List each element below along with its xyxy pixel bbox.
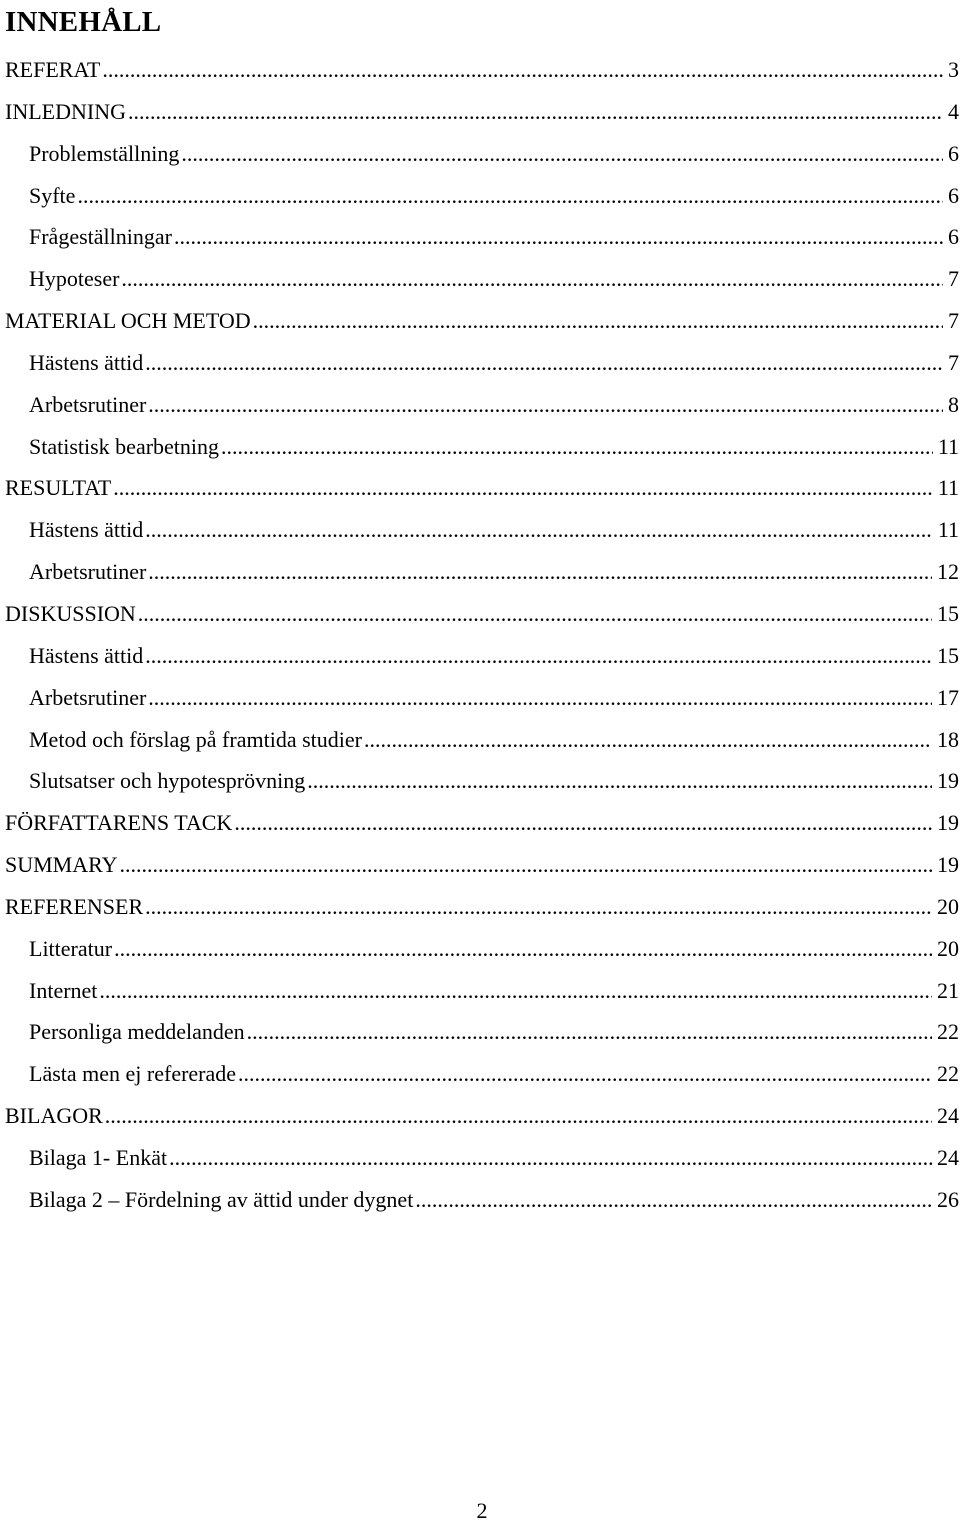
toc-entry[interactable] [0,1011,960,1053]
toc-dot-leader [100,49,943,91]
toc-entry[interactable] [0,802,960,844]
toc-entry-title: Metod och förslag på framtida studier [29,726,362,752]
toc-dot-leader [362,719,932,761]
toc-entry[interactable] [0,719,960,761]
toc-entry-title: Hästens ättid [29,517,144,543]
toc-entry[interactable] [0,760,960,802]
toc-entry-page: 15 [932,593,959,635]
toc-entry-page: 22 [932,1011,959,1053]
toc-entry-title: Arbetsrutiner [29,684,147,710]
toc-entry[interactable] [0,49,960,91]
toc-entry-title: Personliga meddelanden [29,1019,245,1045]
toc-entry[interactable] [0,91,960,133]
toc-dot-leader [245,1011,932,1053]
toc-dot-leader [236,1053,932,1095]
toc-dot-leader [136,593,932,635]
toc-entry[interactable] [0,886,960,928]
toc-dot-leader [413,1179,932,1221]
toc-entry[interactable] [0,384,960,426]
toc-entry[interactable] [0,342,960,384]
toc-entry-page: 17 [932,677,959,719]
toc-entry-title: Arbetsrutiner [29,559,147,585]
toc-dot-leader [126,91,943,133]
toc-entry-page: 15 [932,635,959,677]
toc-entry[interactable] [0,635,960,677]
page-number: 2 [476,1498,488,1523]
toc-dot-leader [143,635,932,677]
toc-entry-page: 3 [943,49,959,91]
toc-entry-title: BILAGOR [5,1103,103,1129]
toc-entry-page: 11 [933,467,959,509]
toc-entry-title: Lästa men ej refererade [29,1061,237,1087]
toc-entry-title: Bilaga 1- Enkät [29,1144,168,1170]
toc-dot-leader [305,760,932,802]
toc-entry-title: Problemställning [29,140,180,166]
toc-entry[interactable] [0,133,960,175]
toc-dot-leader [119,258,943,300]
toc-entry-page: 11 [933,509,959,551]
toc-entry-page: 20 [932,928,959,970]
toc-entry-title: RESULTAT [5,475,112,501]
toc-entry-page: 26 [932,1179,959,1221]
toc-entry[interactable] [0,1137,960,1179]
toc-entry[interactable] [0,300,960,342]
toc-entry-page: 8 [943,384,959,426]
toc-entry[interactable] [0,551,960,593]
toc-entry-page: 18 [932,719,959,761]
toc-entry[interactable] [0,258,960,300]
toc-dot-leader [146,551,932,593]
toc-entry-page: 11 [933,426,959,468]
toc-entry[interactable] [0,593,960,635]
toc-entry-page: 21 [932,970,959,1012]
toc-entry-title: Arbetsrutiner [29,391,147,417]
toc-entry[interactable] [0,1179,960,1221]
toc-heading: INNEHÅLL [5,6,162,38]
toc-entry-title: Syfte [29,182,76,208]
toc-dot-leader [251,300,943,342]
toc-entry-page: 20 [932,886,959,928]
toc-entry[interactable] [0,1095,960,1137]
toc-entry-title: Statistisk bearbetning [29,433,220,459]
toc-dot-leader [219,426,933,468]
toc-entry-page: 19 [932,802,959,844]
toc-entry-title: MATERIAL OCH METOD [5,308,251,334]
toc-entry[interactable] [0,970,960,1012]
toc-entry-title: Hypoteser [29,266,120,292]
toc-dot-leader [146,677,932,719]
toc-entry-title: Hästens ättid [29,349,144,375]
toc-dot-leader [143,342,943,384]
toc-entry-page: 19 [932,844,959,886]
toc-entry[interactable] [0,216,960,258]
toc-entry[interactable] [0,426,960,468]
toc-entry-title: Bilaga 2 – Fördelning av ättid under dygnet [29,1186,414,1212]
toc-dot-leader [232,802,932,844]
toc-entry-title: Internet [29,977,98,1003]
toc-dot-leader [117,844,932,886]
toc-entry-title: Hästens ättid [29,642,144,668]
toc-entry-page: 24 [932,1095,959,1137]
toc-entry-title: REFERENSER [5,893,144,919]
toc-dot-leader [111,467,933,509]
toc-dot-leader [143,509,933,551]
toc-entry-title: REFERAT [5,57,101,82]
toc-dot-leader [179,133,943,175]
toc-entry-title: Frågeställningar [29,224,172,250]
table-of-contents [0,49,960,1221]
toc-dot-leader [167,1137,932,1179]
toc-entry-page: 7 [943,258,959,300]
toc-entry-page: 24 [932,1137,959,1179]
toc-entry[interactable] [0,928,960,970]
toc-dot-leader [75,175,943,217]
toc-dot-leader [97,970,932,1012]
toc-entry[interactable] [0,677,960,719]
toc-entry-page: 12 [932,551,959,593]
toc-entry-page: 4 [943,91,959,133]
toc-entry-title: SUMMARY [5,852,118,878]
toc-entry-page: 7 [943,300,959,342]
toc-dot-leader [143,886,932,928]
toc-entry-title: DISKUSSION [5,600,136,626]
toc-dot-leader [146,384,943,426]
toc-entry-page: 7 [943,342,959,384]
toc-entry-title: Slutsatser och hypotesprövning [29,768,306,794]
toc-entry-page: 19 [932,760,959,802]
toc-entry-page: 6 [943,133,959,175]
toc-entry-title: Litteratur [29,935,113,961]
toc-dot-leader [172,216,943,258]
toc-entry[interactable] [0,175,960,217]
toc-entry-title: INLEDNING [5,98,126,124]
toc-dot-leader [112,928,932,970]
toc-entry-page: 6 [943,175,959,217]
toc-entry[interactable] [0,509,960,551]
toc-entry[interactable] [0,467,960,509]
toc-entry-title: FÖRFATTARENS TACK [5,810,233,836]
toc-dot-leader [103,1095,932,1137]
toc-entry-page: 6 [943,216,959,258]
toc-entry[interactable] [0,844,960,886]
toc-entry[interactable] [0,1053,960,1095]
toc-entry-page: 22 [932,1053,959,1095]
